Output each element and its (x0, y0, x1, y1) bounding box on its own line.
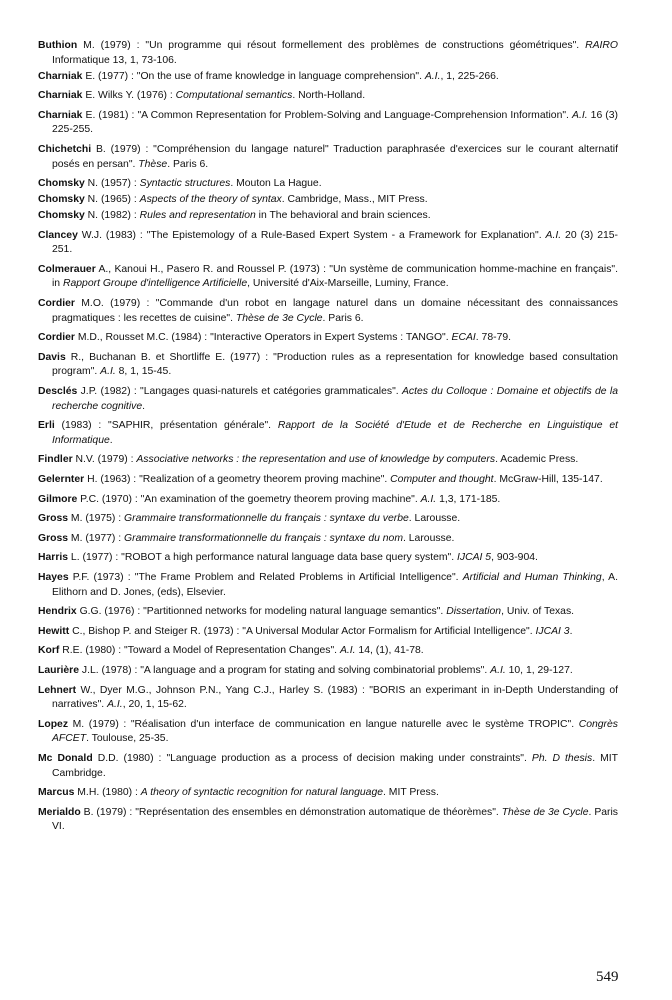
reference-entry (38, 512, 618, 527)
reference-title: Grammaire transformationnelle du français : syntaxe du verbe (124, 513, 409, 525)
reference-entry (38, 493, 618, 508)
reference-author: Lehnert (38, 684, 77, 696)
reference-title: Rapport Groupe d'intelligence Artificielle (62, 278, 248, 290)
page-number: 549 (596, 969, 619, 985)
reference-title: Computer and thought (390, 474, 494, 486)
reference-title: Aspects of the theory of syntax (139, 194, 282, 206)
reference-title: RAIRO (585, 40, 618, 51)
reference-text: , 20, 1, 15-62. (122, 699, 187, 711)
reference-entry (38, 70, 618, 85)
reference-entry (38, 571, 618, 600)
reference-text: W., Dyer M.G., Johnson P.N., Yang C.J., Harley S. (1983) : "BORIS an experimant in in-Depth Understanding of narratives". (52, 684, 618, 711)
reference-title: Grammaire transformationnelle du français : syntaxe du nom (124, 532, 403, 544)
reference-entry (38, 263, 618, 292)
reference-text: . (569, 625, 573, 637)
reference-author: Hayes (38, 571, 69, 583)
reference-title: Thèse de 3e Cycle (235, 312, 323, 324)
reference-entry (38, 473, 618, 488)
reference-text: P.F. (1973) : "The Frame Problem and Related Problems in Artificial Intelligence". (68, 571, 463, 583)
reference-text: D.D. (1980) : "Language production as a process of decision making under constraints". (92, 752, 532, 764)
reference-text: C., Bishop P. and Steiger R. (1973) : "A Universal Modular Actor Formalism for Artificial Intelligence". (69, 625, 536, 637)
reference-text: 8, 1, 15-45. (115, 366, 172, 378)
reference-text: H. (1963) : "Realization of a geometry theorem proving machine". (84, 474, 391, 486)
reference-text: E. (1981) : "A Common Representation for Problem-Solving and Language-Comprehension Information". (82, 109, 573, 121)
reference-author: Gross (38, 513, 69, 525)
reference-text: . Cambridge, Mass., MIT Press. (281, 194, 428, 206)
reference-text: . Academic Press. (495, 454, 579, 466)
reference-author: Chomsky (38, 178, 85, 190)
reference-text: . Paris 6. (167, 158, 209, 170)
reference-author: Harris (38, 552, 69, 564)
reference-title: A.I. (107, 699, 123, 711)
reference-author: Hewitt (38, 625, 70, 637)
reference-author: Chomsky (38, 210, 85, 222)
reference-author: Mc Donald (38, 752, 93, 764)
reference-title: A.I. (424, 70, 441, 82)
reference-text: R.E. (1980) : "Toward a Model of Representation Changes". (59, 645, 340, 657)
reference-author: Charniak (38, 70, 83, 82)
reference-title: A.I. (100, 366, 116, 378)
reference-text: , 1, 225-266. (440, 70, 499, 82)
reference-text: M.H. (1980) : (74, 787, 141, 799)
reference-entry (38, 385, 618, 414)
reference-text: . Paris VI. (52, 806, 618, 833)
reference-text: B. (1979) : "Compréhension du langage naturel" Traduction paraphrasée d'exercices sur le courant alternatif posés en persan". (52, 143, 618, 170)
reference-text: E. (1977) : "On the use of frame knowledge in language comprehension". (82, 70, 425, 82)
reference-title: Thèse (138, 158, 168, 170)
reference-author: Colmerauer (38, 263, 96, 275)
reference-title: Dissertation (446, 606, 502, 618)
reference-entry (38, 89, 618, 104)
reference-author: Clancey (38, 229, 78, 241)
reference-author: Gross (38, 532, 69, 544)
reference-entry (38, 177, 618, 192)
reference-author: Charniak (38, 90, 83, 102)
reference-entry (38, 551, 618, 566)
reference-entry (38, 605, 618, 620)
reference-entry (38, 419, 618, 448)
reference-text: . Larousse. (403, 532, 455, 544)
reference-entry (38, 109, 618, 138)
reference-author: Hendrix (38, 606, 77, 618)
reference-text: 1,3, 171-185. (436, 493, 501, 505)
reference-text: W.J. (1983) : "The Epistemology of a Rule-Based Expert System - a Framework for Explanation". (77, 229, 546, 241)
reference-text: M. (1975) : (68, 513, 125, 525)
reference-text: 10, 1, 29-127. (505, 664, 573, 676)
reference-text: , Université d'Aix-Marseille, Luminy, France. (247, 278, 449, 290)
reference-text: N. (1982) : (84, 210, 140, 222)
reference-text: M.D., Rousset M.C. (1984) : "Interactive Operators in Expert Systems : TANGO". (74, 332, 452, 344)
reference-title: Ph. D thesis (531, 752, 593, 764)
reference-author: Lopez (38, 718, 69, 730)
reference-author: Davis (38, 351, 66, 363)
reference-title: Rapport de la Société d'Etude et de Recherche en Linguistique et Informatique (52, 420, 618, 446)
reference-entry (38, 786, 618, 801)
reference-entry (38, 39, 618, 68)
reference-text: M. (1979) : "Un programme qui résout formellement des problèmes de constructions géométriques". (77, 40, 586, 51)
reference-author: Cordier (38, 332, 75, 344)
reference-entry (38, 684, 618, 713)
reference-text: E. Wilks Y. (1976) : (82, 90, 176, 102)
reference-entry (38, 625, 618, 640)
reference-entry (38, 351, 618, 380)
reference-text: . (142, 400, 145, 412)
reference-title: Syntactic structures (139, 178, 231, 190)
reference-text: . Toulouse, 25-35. (86, 733, 169, 745)
reference-title: Congrès AFCET (52, 718, 618, 745)
reference-text: , Univ. of Texas. (501, 606, 575, 618)
reference-text: 20 (3) 215-251. (52, 229, 618, 256)
reference-text: A., Kanoui H., Pasero R. and Roussel P. (1973) : "Un système de communication homme-machine en français". in (52, 263, 618, 290)
reference-title: A.I. (339, 645, 356, 657)
reference-text: P.C. (1970) : "An examination of the goemetry theorem proving machine". (77, 493, 421, 505)
reference-text: . MIT Cambridge. (52, 752, 618, 779)
reference-text: M.O. (1979) : "Commande d'un robot en langage naturel dans un domaine nécessitant des connaissances pragmatiques : les recettes de cuisine". (52, 298, 618, 324)
reference-title: IJCAI 3 (535, 625, 570, 637)
reference-text: . (109, 434, 113, 446)
reference-entry (38, 143, 618, 172)
reference-list (38, 39, 618, 836)
reference-text: . 78-79. (475, 332, 512, 344)
reference-title: ECAI (451, 332, 476, 344)
reference-text: . McGraw-Hill, 135-147. (493, 474, 603, 486)
reference-text: . North-Holland. (292, 90, 366, 102)
reference-text: M. (1979) : "Réalisation d'un interface de communication en langue naturelle avec le système TROPIC". (68, 718, 579, 730)
reference-author: Marcus (38, 787, 75, 799)
reference-entry (38, 718, 618, 747)
reference-text: 14, (1), 41-78. (355, 645, 424, 657)
reference-entry (38, 664, 618, 679)
reference-text: L. (1977) : "ROBOT a high performance natural language data base query system". (68, 552, 458, 564)
reference-title: A.I. (490, 664, 506, 676)
reference-entry (38, 297, 618, 326)
reference-text: J.L. (1978) : "A language and a program for stating and solving combinatorial problems". (79, 664, 491, 676)
reference-title: IJCAI 5 (457, 552, 492, 564)
reference-text: . MIT Press. (383, 787, 439, 799)
reference-title: A.I. (545, 229, 562, 241)
reference-author: Chichetchi (38, 143, 92, 155)
reference-title: A.I. (420, 493, 437, 505)
reference-entry (38, 532, 618, 547)
reference-title: Thèse de 3e Cycle (501, 806, 589, 818)
reference-title: Associative networks : the representation and use of knowledge by computers (136, 454, 496, 466)
reference-text: J.P. (1982) : "Langages quasi-naturels et catégories grammaticales". (77, 386, 402, 398)
reference-entry (38, 453, 618, 468)
reference-author: Gilmore (38, 493, 78, 505)
reference-author: Merialdo (38, 806, 81, 818)
reference-author: Buthion (38, 40, 78, 51)
reference-author: Laurière (38, 664, 80, 676)
reference-author: Erli (38, 420, 55, 432)
reference-text: R., Buchanan B. et Shortliffe E. (1977) : "Production rules as a representation for knowledge based consultation program". (52, 351, 618, 378)
reference-title: Artificial and Human Thinking (462, 571, 602, 583)
reference-author: Cordier (38, 298, 75, 310)
reference-entry (38, 644, 618, 659)
reference-author: Chomsky (38, 194, 85, 206)
reference-text: N. (1957) : (84, 178, 140, 190)
reference-text: . Mouton La Hague. (230, 178, 322, 190)
reference-text: , A. Elithorn and D. Jones, (eds), Elsevier. (52, 571, 618, 598)
reference-entry (38, 229, 618, 258)
reference-author: Findler (38, 454, 73, 466)
reference-entry (38, 806, 618, 835)
reference-author: Gelernter (38, 474, 85, 486)
reference-title: A theory of syntactic recognition for natural language (140, 787, 384, 799)
reference-author: Korf (38, 645, 60, 657)
reference-text: . Larousse. (408, 513, 461, 525)
reference-text: Informatique 13, 1, 73-106. (52, 54, 177, 66)
reference-text: N.V. (1979) : (72, 454, 137, 466)
reference-text: B. (1979) : "Représentation des ensembles en démonstration automatique de théorèmes". (80, 806, 502, 818)
reference-text: N. (1965) : (84, 194, 140, 206)
reference-title: Actes du Colloque : Domaine et objectifs de la recherche cognitive (52, 386, 618, 412)
reference-text: . Paris 6. (322, 312, 364, 324)
reference-entry (38, 331, 618, 346)
reference-title: A.I. (572, 109, 588, 121)
reference-entry (38, 752, 618, 781)
reference-text: M. (1977) : (68, 532, 125, 544)
reference-text: G.G. (1976) : "Partitionned networks for modeling natural language semantics". (76, 606, 447, 618)
reference-text: , 903-904. (491, 552, 538, 564)
reference-entry (38, 209, 618, 224)
reference-text: in The behavioral and brain sciences. (255, 210, 431, 222)
reference-author: Desclés (38, 386, 78, 398)
reference-title: Rules and representation (139, 210, 256, 222)
reference-title: Computational semantics (175, 90, 293, 102)
reference-author: Charniak (38, 109, 83, 121)
reference-text: 16 (3) 225-255. (52, 109, 619, 136)
reference-text: (1983) : "SAPHIR, présentation générale". (54, 420, 278, 432)
reference-entry (38, 193, 618, 208)
